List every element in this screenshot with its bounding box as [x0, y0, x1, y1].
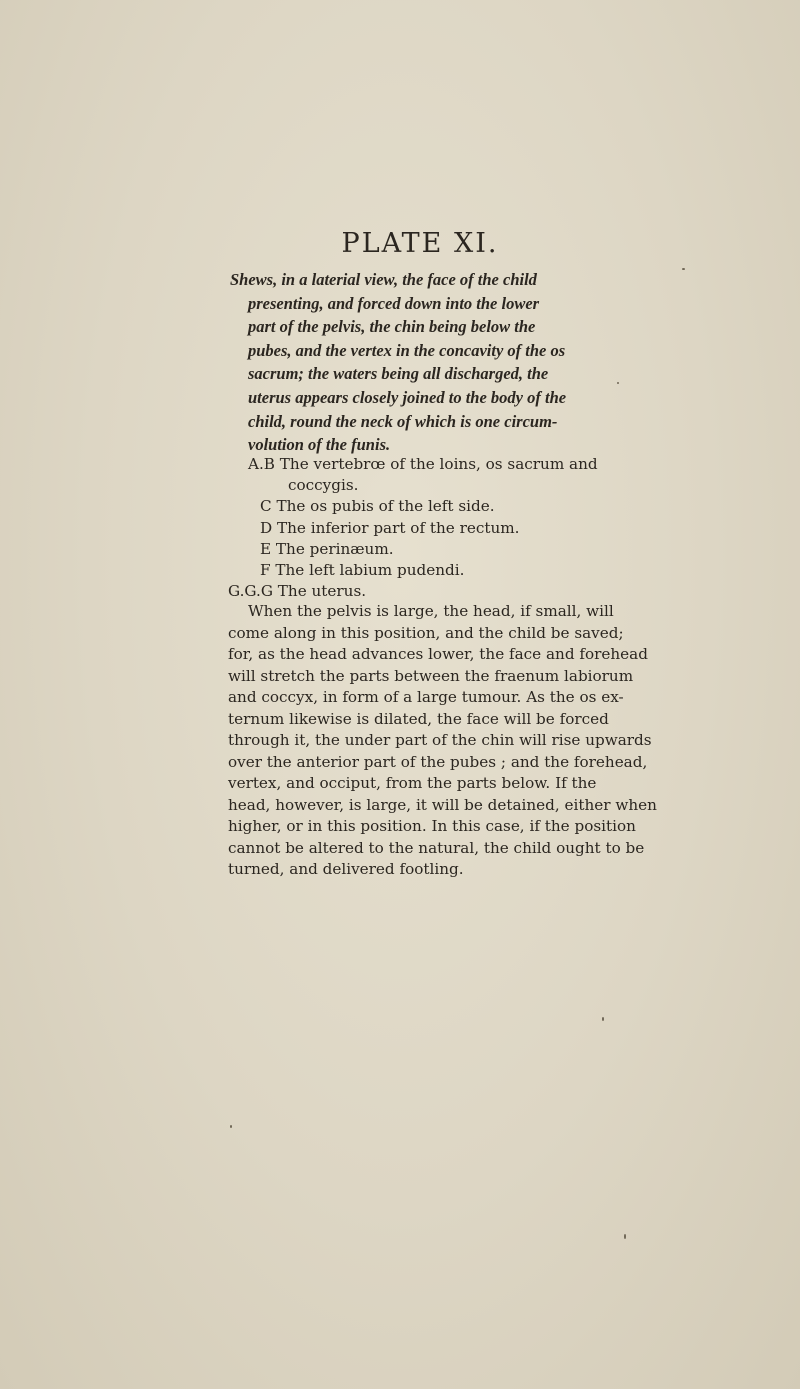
body-line: for, as the head advances lower, the face and forehead — [228, 645, 648, 663]
legend-text: The os pubis of the left side. — [276, 497, 495, 516]
legend-key: D — [260, 518, 273, 537]
body-line: turned, and delivered footling. — [228, 860, 464, 878]
paper-speck — [617, 382, 619, 384]
caption-line: pubes, and the vertex in the concavity of the os — [248, 340, 566, 360]
body-line: ternum likewise is dilated, the face will be forced — [228, 709, 609, 728]
legend-item — [228, 581, 668, 602]
caption-line: child, round the neck of which is one circum- — [248, 411, 558, 431]
legend-text: The uterus. — [277, 582, 367, 601]
legend-text: The left labium pudendi. — [275, 561, 465, 580]
body-line: When the pelvis is large, the head, if small, will — [248, 602, 614, 620]
paper-speck — [602, 1017, 604, 1021]
caption-line: sacrum; the waters being all discharged, the — [248, 364, 549, 384]
caption-line: volution of the funis. — [248, 435, 391, 455]
legend-item — [228, 539, 668, 560]
body-line: cannot be altered to the natural, the child ought to be — [228, 838, 645, 857]
paper-speck — [230, 1125, 232, 1128]
caption-line: part of the pelvis, the chin being below the — [248, 317, 536, 337]
legend-item — [228, 454, 668, 475]
plate-title: PLATE XI. — [341, 228, 499, 259]
legend-key: C — [260, 497, 272, 516]
body-line: vertex, and occiput, from the parts below. If the — [228, 774, 597, 792]
legend-key: G.G.G — [228, 582, 273, 601]
legend-key: A.B — [248, 455, 275, 473]
body-line: higher, or in this position. In this case, if the position — [228, 817, 636, 835]
plate-legend — [228, 454, 668, 602]
paper-speck — [624, 1234, 626, 1239]
body-line: over the anterior part of the pubes ; and the forehead, — [228, 752, 648, 771]
body-paragraph — [228, 601, 668, 881]
body-line: come along in this position, and the child be saved; — [228, 623, 624, 642]
body-line: head, however, is large, it will be detained, either when — [228, 795, 657, 814]
caption-line: Shews, in a laterial view, the face of the child — [230, 270, 537, 289]
paper-speck — [682, 268, 685, 270]
plate-caption — [230, 268, 660, 457]
legend-key: F — [260, 561, 271, 580]
legend-item-continuation: coccygis. — [288, 476, 359, 495]
body-line: through it, the under part of the chin will rise upwards — [228, 731, 652, 749]
legend-text: The perinæum. — [275, 539, 394, 558]
legend-item — [228, 518, 668, 539]
legend-item — [228, 496, 668, 517]
caption-line: presenting, and forced down into the lower — [248, 293, 540, 313]
legend-text: The vertebrœ of the loins, os sacrum and — [279, 455, 598, 473]
body-line: and coccyx, in form of a large tumour. As the os ex- — [228, 688, 624, 706]
legend-key: E — [260, 539, 272, 558]
legend-item — [228, 560, 668, 581]
caption-line: uterus appears closely joined to the body of the — [248, 387, 567, 407]
legend-text: The inferior part of the rectum. — [277, 518, 520, 537]
body-line: will stretch the parts between the fraenum labiorum — [228, 666, 634, 685]
